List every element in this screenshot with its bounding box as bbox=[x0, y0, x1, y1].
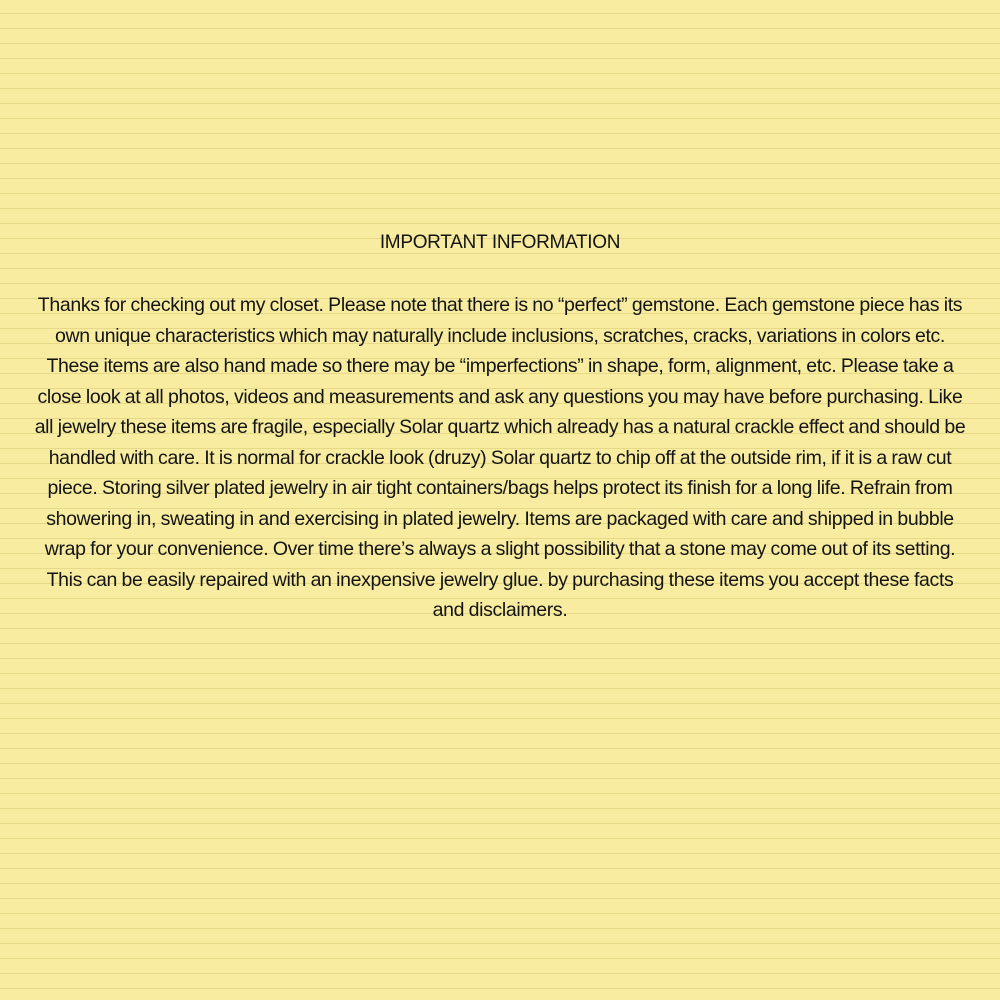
notice-card bbox=[30, 228, 970, 626]
notice-title: IMPORTANT INFORMATION bbox=[379, 232, 621, 253]
notice-body: Thanks for checking out my closet. Please note that there is no “perfect” gemstone. Each gemstone piece has its own unique characteristics which may naturally include inclusions, scratches, cracks, variations in colors etc. These items are also hand made so there may be “imperfections” in shape, form, alignment, etc. Please take a close look at all photos, videos and measurements and ask any questions you may have before purchasing. Like all jewelry these items are fragile, especially Solar quartz which already has a natural crackle effect and should be handled with care. It is normal for crackle look (druzy) Solar quartz to chip off at the outside rim, if it is a raw cut piece. Storing silver plated jewelry in air tight containers/bags helps protect its finish for a long life. Refrain from showering in, sweating in and exercising in plated jewelry. Items are packaged with care and shipped in bubble wrap for your convenience. Over time there’s always a slight possibility that a stone may come out of its setting. This can be easily repaired with an inexpensive jewelry glue. by purchasing these items you accept these facts and disclaimers. bbox=[34, 294, 966, 621]
